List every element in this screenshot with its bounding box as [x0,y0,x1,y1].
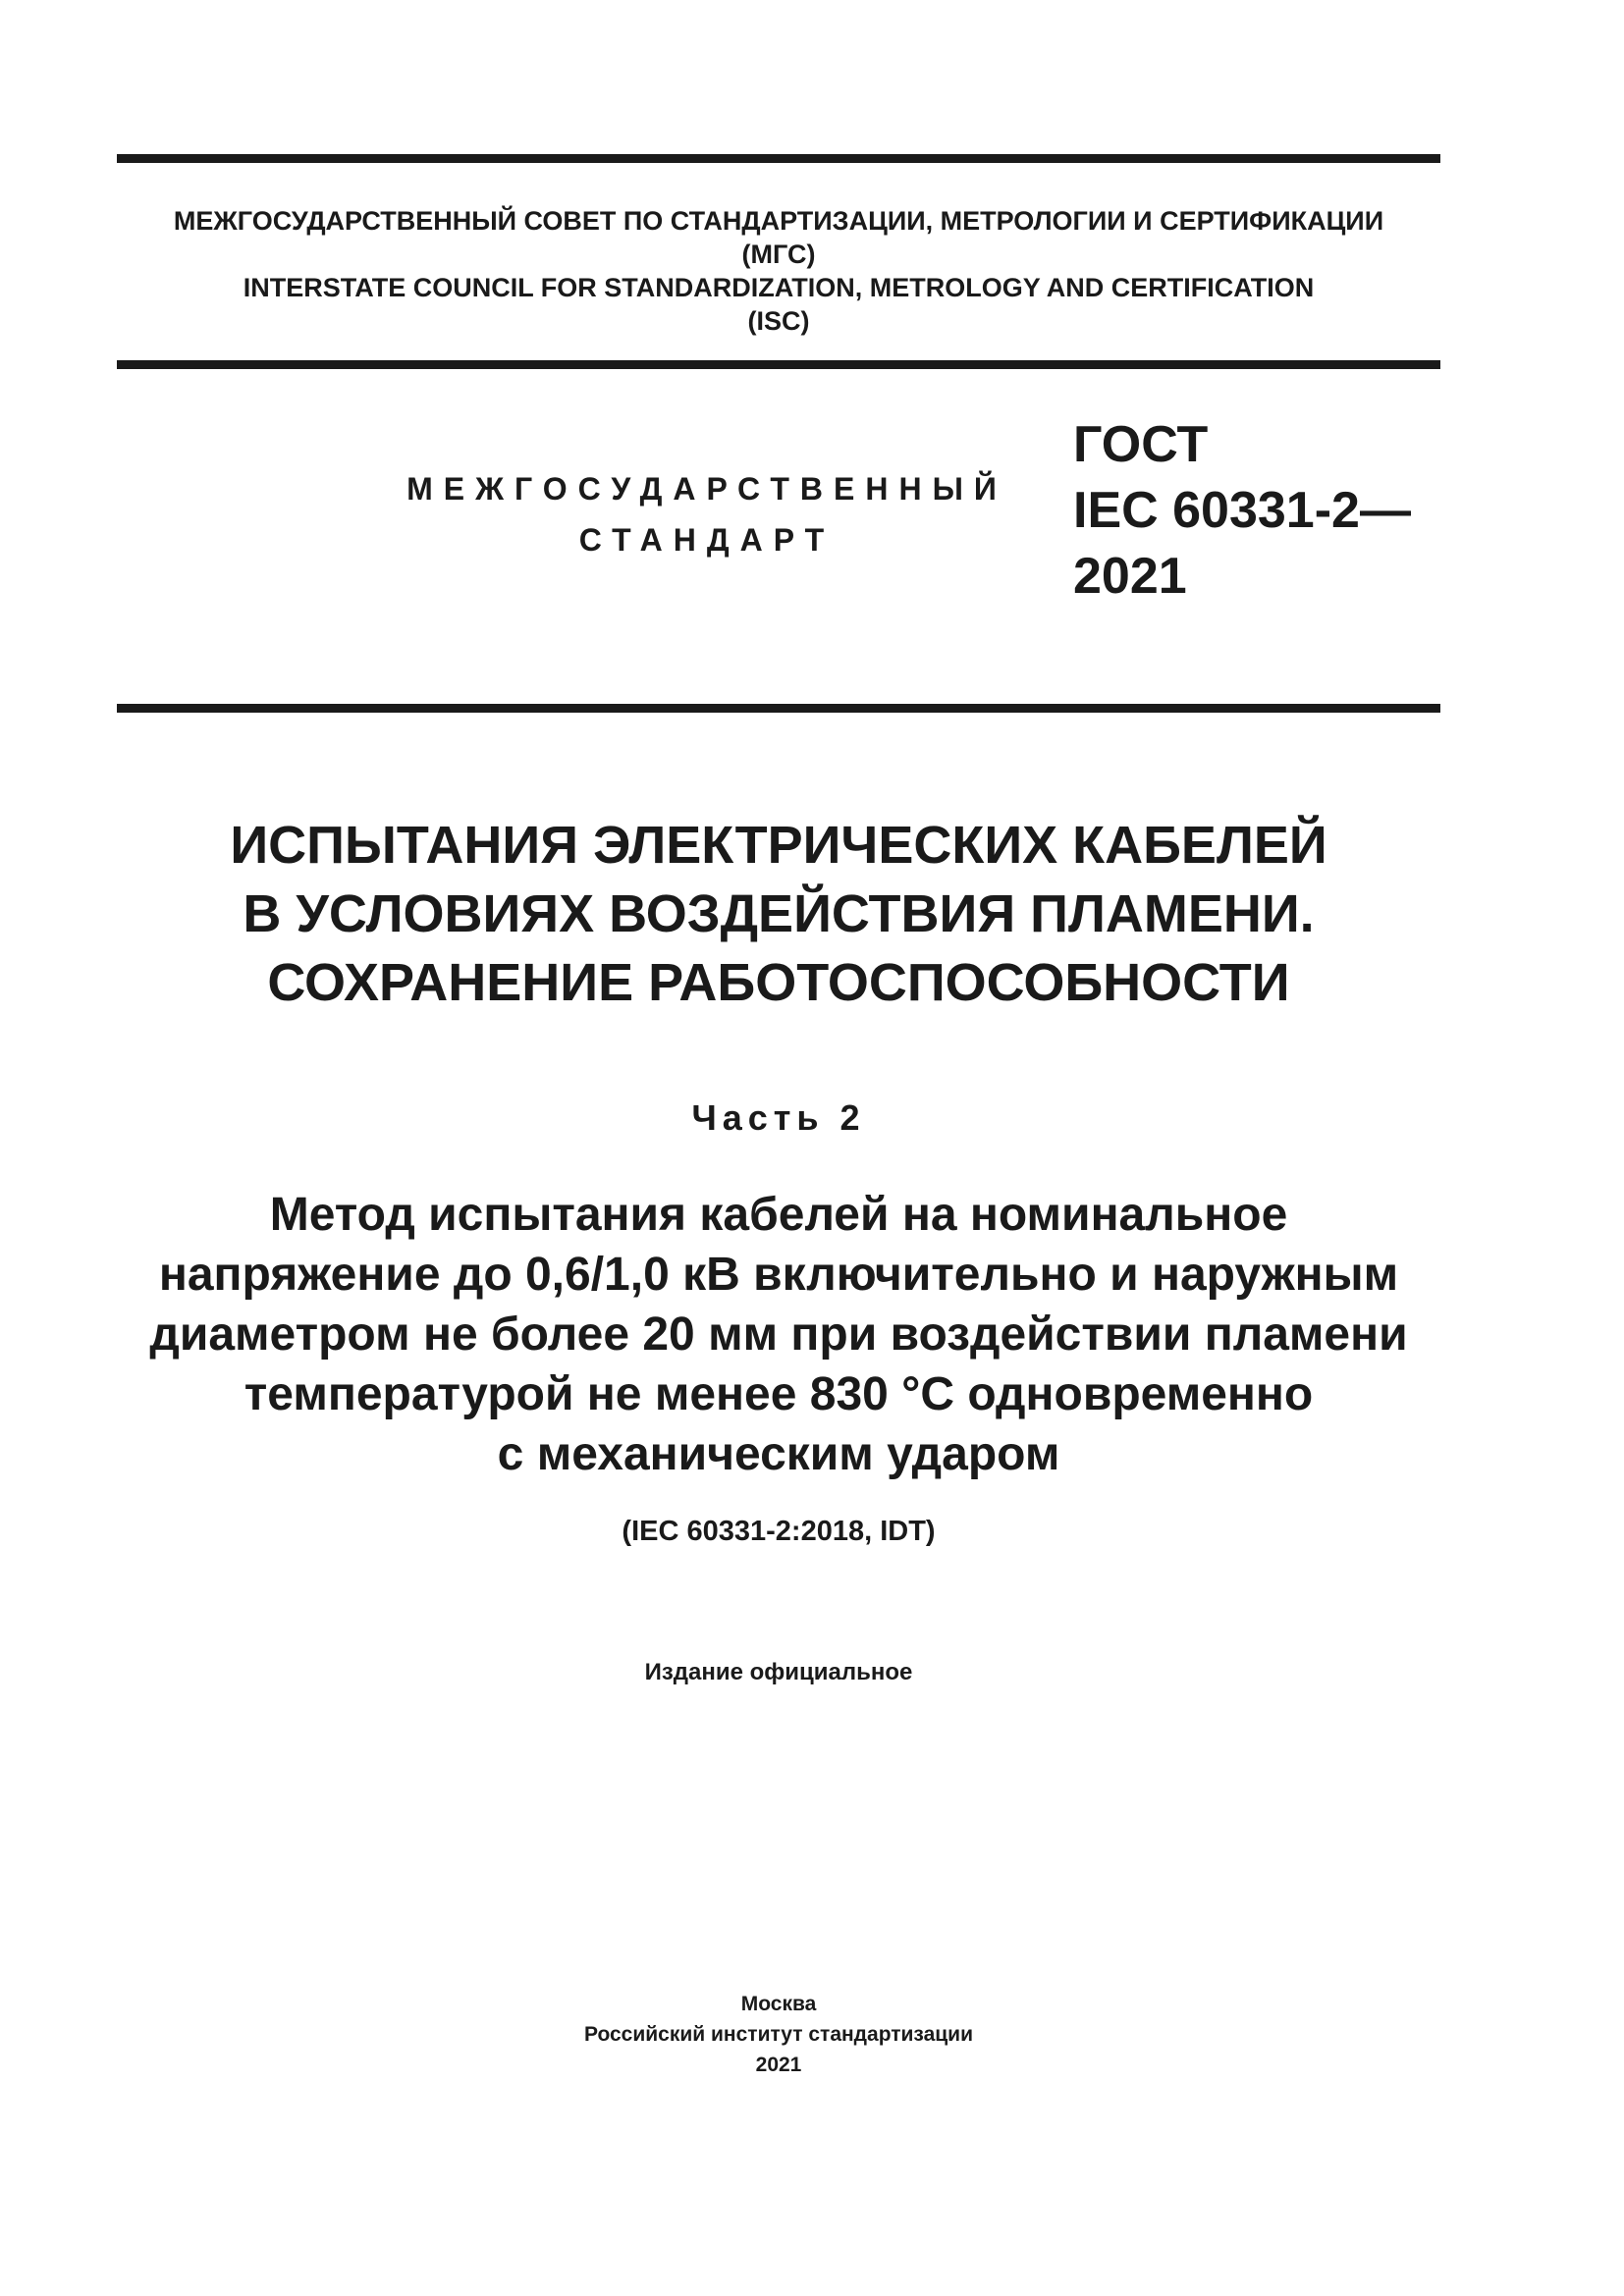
council-name-en: INTERSTATE COUNCIL FOR STANDARDIZATION, METROLOGY AND CERTIFICATION [243,273,1315,302]
title-line2: В УСЛОВИЯХ ВОЗДЕЙСТВИЯ ПЛАМЕНИ. [243,884,1315,943]
top-divider [117,154,1440,163]
document-subtitle [88,1185,1469,1484]
standard-type-line1: МЕЖГОСУДАРСТВЕННЫЙ [406,471,1007,507]
designation-line1: ГОСТ [1073,416,1209,473]
iec-reference: (IEC 60331-2:2018, IDT) [622,1516,936,1547]
standard-type-line2: СТАНДАРТ [578,522,836,558]
subtitle-line4: температурой не менее 830 °С одновременно [244,1368,1314,1420]
title-line1: ИСПЫТАНИЯ ЭЛЕКТРИЧЕСКИХ КАБЕЛЕЙ [230,816,1327,875]
council-abbr-ru: (МГС) [741,240,816,269]
council-header [117,204,1440,338]
designation-line3: 2021 [1073,548,1187,605]
title-line3: СОХРАНЕНИЕ РАБОТОСПОСОБНОСТИ [267,953,1290,1012]
publisher-year: 2021 [755,2054,802,2076]
subtitle-line3: диаметром не более 20 мм при воздействии пламени [149,1308,1408,1361]
subtitle-line1: Метод испытания кабелей на номинальное [269,1189,1288,1241]
council-abbr-en: (ISC) [747,306,810,336]
subtitle-line2: напряжение до 0,6/1,0 кВ включительно и наружным [158,1249,1399,1301]
council-divider [117,360,1440,369]
council-name-ru: МЕЖГОСУДАРСТВЕННЫЙ СОВЕТ ПО СТАНДАРТИЗАЦИИ, МЕТРОЛОГИИ И СЕРТИФИКАЦИИ [173,206,1384,236]
part-number: Часть 2 [691,1097,866,1138]
publisher-block [117,1989,1440,2080]
publisher-city: Москва [740,1993,817,2015]
designation-line2: IEC 60331-2— [1073,482,1411,539]
publisher-institute: Российский институт стандартизации [583,2023,974,2046]
standard-designation [1073,412,1411,610]
document-title [117,811,1440,1017]
edition-note: Издание официальное [644,1659,913,1685]
subtitle-line5: с механическим ударом [497,1428,1060,1480]
header-divider [117,704,1440,713]
